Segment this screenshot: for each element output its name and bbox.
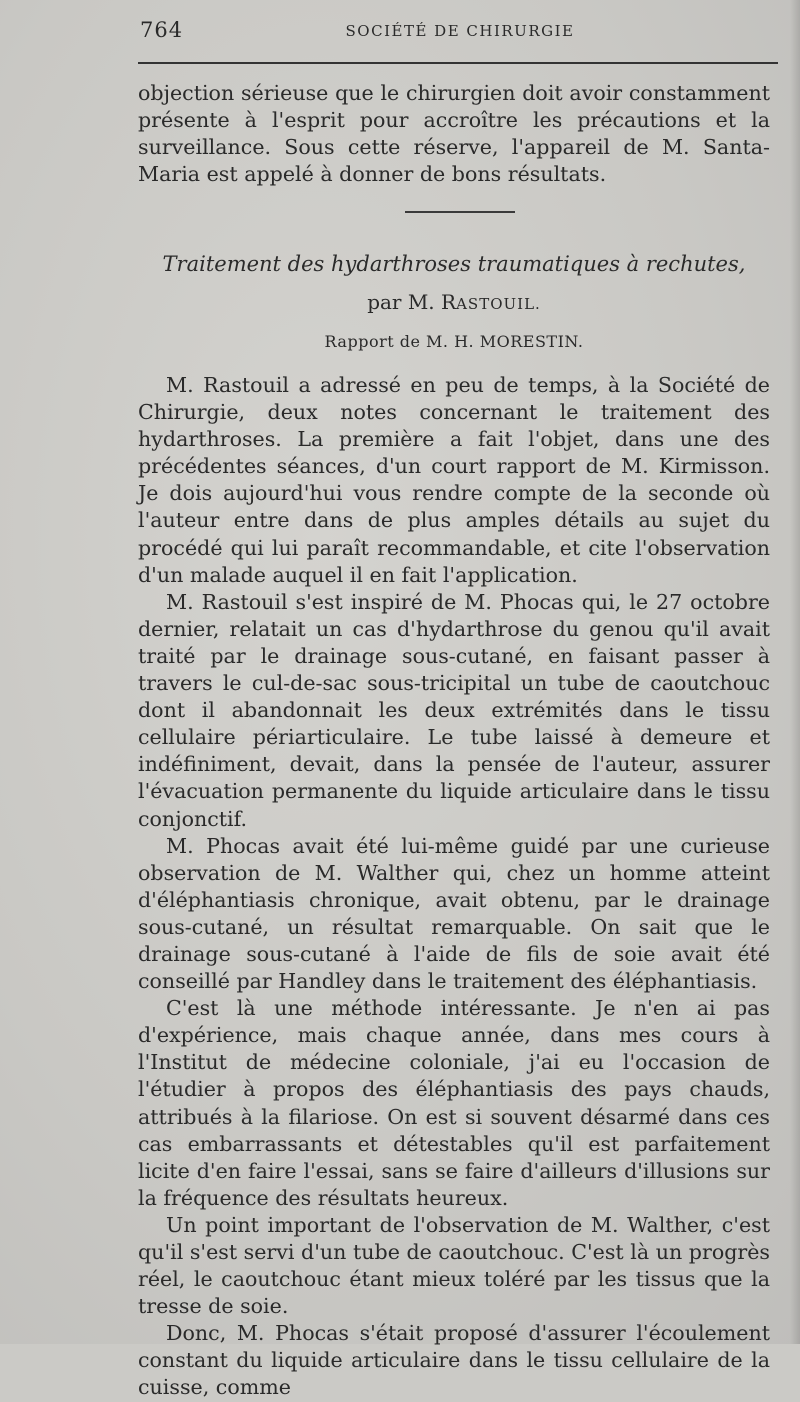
author-rest: ASTOUIL. bbox=[456, 295, 541, 313]
page-edge-shadow bbox=[790, 0, 800, 1344]
article-author bbox=[138, 290, 770, 314]
article-body bbox=[138, 372, 770, 1402]
page-header bbox=[140, 18, 780, 42]
author-initial: R bbox=[441, 290, 457, 314]
body-paragraph: M. Rastouil a adressé en peu de temps, à la Société de Chirurgie, deux notes concernant le traitement des hydarthroses. La première a fait l'objet, dans une des précédentes séances, d'un court rapport de M. Kirmisson. Je dois aujourd'hui vous rendre compte de la seconde où l'auteur entre dans de plus amples détails au sujet du procédé qui lui paraît recommandable, et cite l'observation d'un malade auquel il en fait l'application. bbox=[138, 373, 770, 587]
section-separator bbox=[405, 211, 515, 213]
body-paragraph: Donc, M. Phocas s'était proposé d'assurer l'écoulement constant du liquide articulaire dans le tissu cellulaire de la cuisse, comme bbox=[138, 1321, 770, 1400]
body-paragraph: M. Phocas avait été lui-même guidé par une curieuse observation de M. Walther qui, chez un homme atteint d'éléphantiasis chronique, avait obtenu, par le drainage sous-cutané, un résultat remarquable. On sait que le drainage sous-cutané à l'aide de fils de soie avait été conseillé par Handley dans le traitement des éléphantiasis. bbox=[138, 833, 770, 994]
continued-paragraph: objection sérieuse que le chirurgien doit avoir constamment présente à l'esprit pour accroître les précautions et la surveillance. Sous cette réserve, l'appareil de M. Santa-Maria est appelé à donner de bons résultats. bbox=[138, 81, 770, 187]
header-rule bbox=[138, 62, 778, 64]
body-paragraph: Un point important de l'observation de M. Walther, c'est qu'il s'est servi d'un tube de caoutchouc. C'est là un progrès réel, le caoutchouc étant mieux toléré par les tissus que la tresse de soie. bbox=[138, 1212, 770, 1319]
article-title: Traitement des hydarthroses traumatiques à rechutes, bbox=[162, 252, 746, 276]
body-paragraph: C'est là une méthode intéressante. Je n'en ai pas d'expérience, mais chaque année, dans mes cours à l'Institut de médecine coloniale, j'ai eu l'occasion de l'étudier à propos des éléphantiasis des pays chauds, attribués à la filariose. On est si souvent désarmé dans ces cas embarrassants et détestables qu'il est parfaitement licite d'en faire l'essai, sans se faire d'ailleurs d'illusions sur la fréquence des résultats heureux. bbox=[138, 996, 770, 1210]
author-prefix: par M. bbox=[367, 290, 435, 314]
body-paragraph: M. Rastouil s'est inspiré de M. Phocas qui, le 27 octobre dernier, relatait un cas d'hydarthrose du genou qu'il avait traité par le drainage sous-cutané, en faisant passer à travers le cul-de-sac sous-tricipital un tube de caoutchouc dont il abandonnait les deux extrémités dans le tissu cellulaire périarticulaire. Le tube laissé à demeure et indéfiniment, devait, dans la pensée de l'auteur, assurer l'évacuation permanente du liquide articulaire dans le tissu conjonctif. bbox=[138, 589, 770, 831]
report-byline: Rapport de M. H. MORESTIN. bbox=[324, 332, 584, 351]
running-head: SOCIÉTÉ DE CHIRURGIE bbox=[345, 22, 575, 40]
page-number: 764 bbox=[140, 18, 184, 42]
